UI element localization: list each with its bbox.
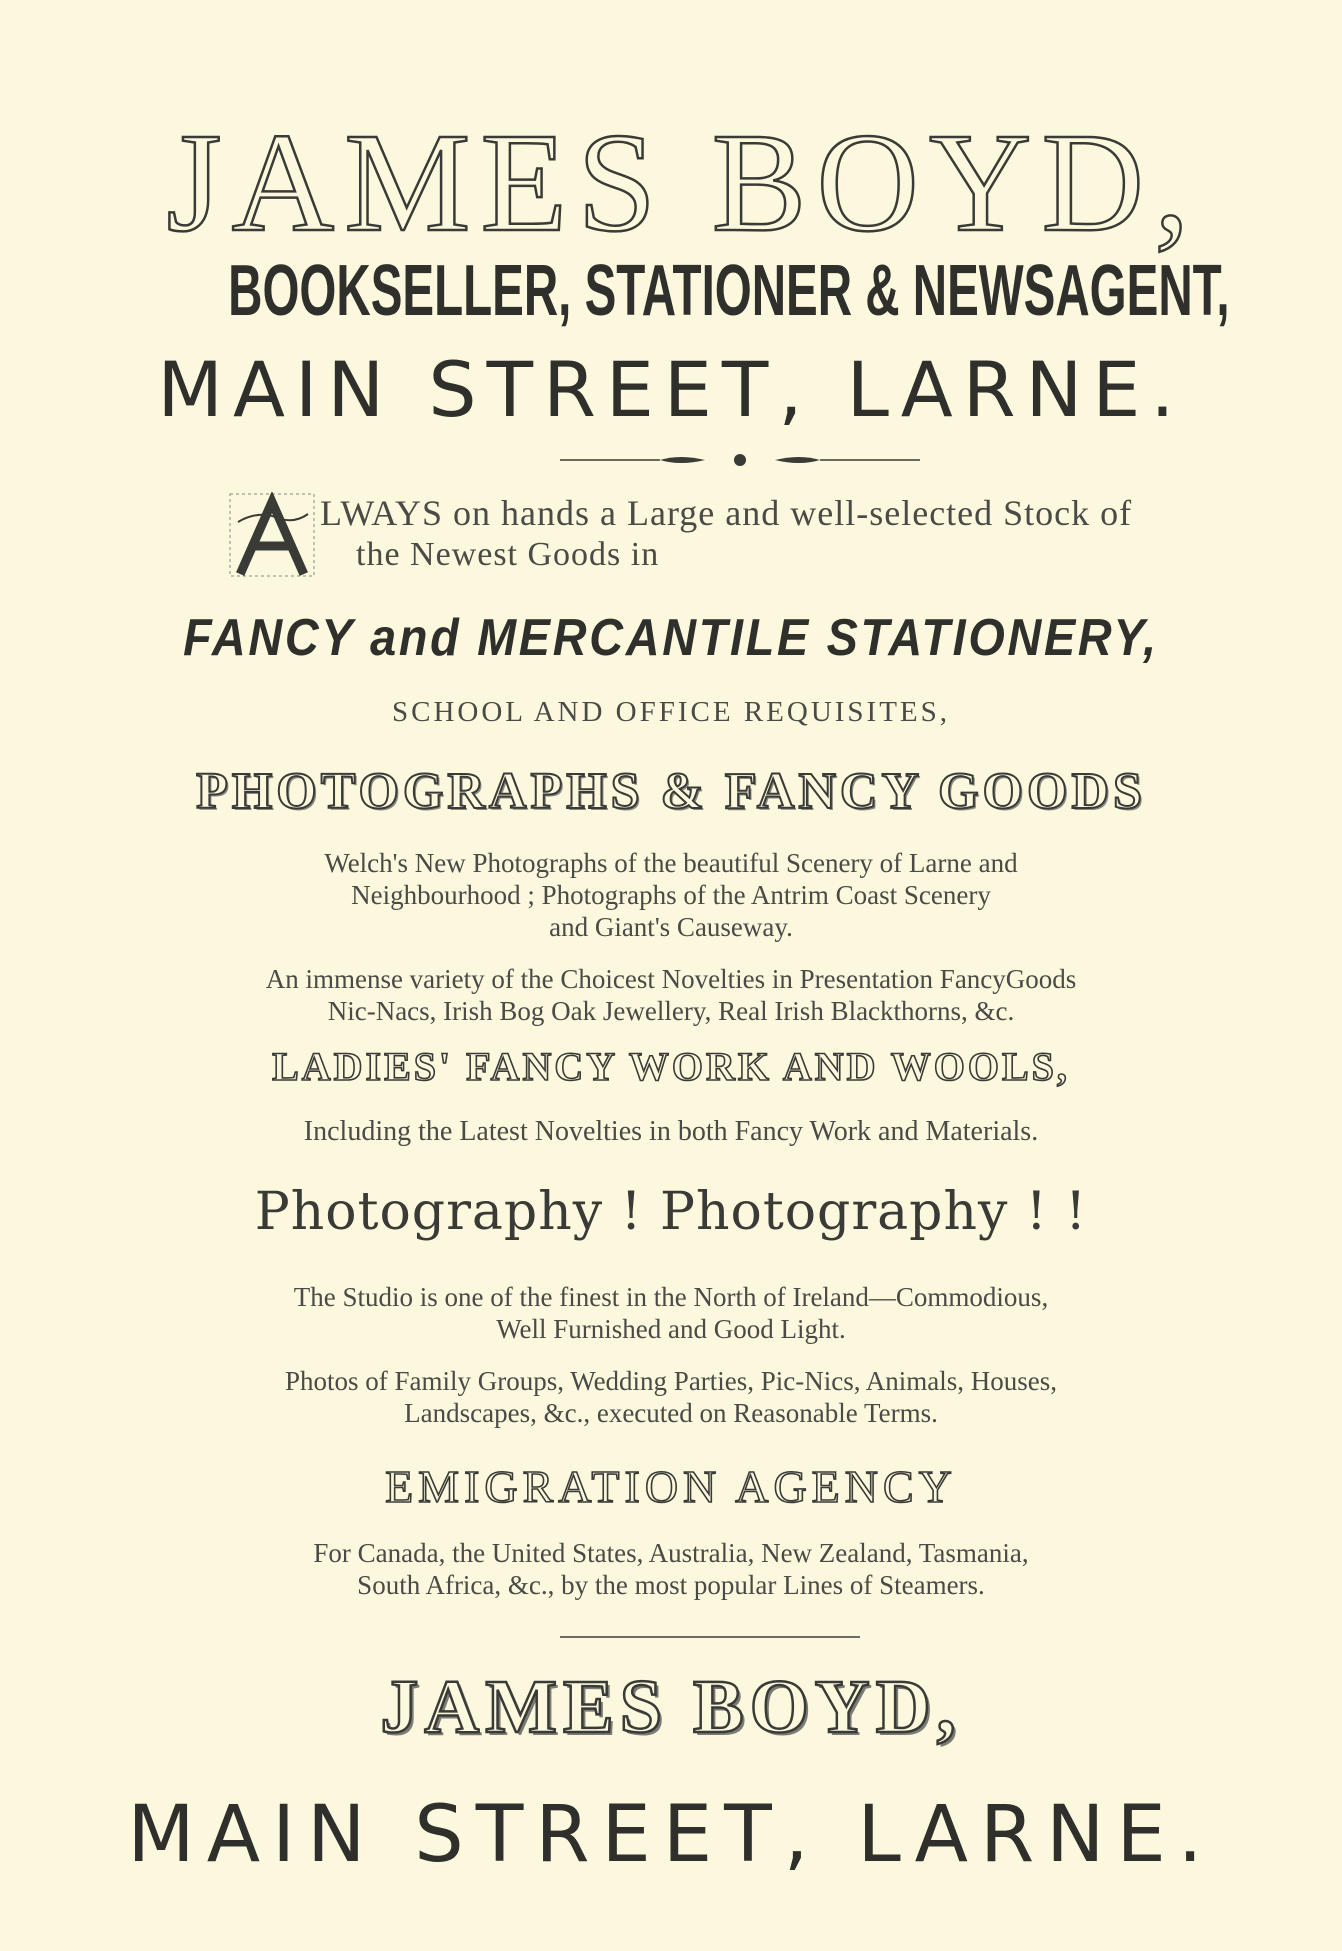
divider-rule — [560, 1636, 860, 1638]
address-heading: MAIN STREET, LARNE. — [157, 345, 1185, 434]
novelties-line-2: Nic-Nacs, Irish Bog Oak Jewellery, Real Irish Blackthorns, &c. — [327, 996, 1015, 1026]
photos-line-2: Landscapes, &c., executed on Reasonable Terms. — [404, 1398, 938, 1428]
emigration-line-1: For Canada, the United States, Australia, New Zealand, Tasmania, — [313, 1538, 1029, 1568]
trade-line: BOOKSELLER, STATIONER & NEWSAGENT, — [228, 251, 1230, 331]
photographs-fancy-goods-heading: PHOTOGRAPHS & FANCY GOODS — [196, 763, 1146, 820]
photos-line-1: Photos of Family Groups, Wedding Parties, Pic-Nics, Animals, Houses, — [284, 1366, 1058, 1396]
emigration-agency-heading: EMIGRATION AGENCY — [385, 1461, 957, 1512]
fancy-stationery-heading: FANCY and MERCANTILE STATIONERY, — [183, 609, 1159, 667]
dropcap-a-icon — [228, 492, 316, 578]
footer-address: MAIN STREET, LARNE. — [127, 1790, 1215, 1880]
welch-line-3: and Giant's Causeway. — [549, 912, 793, 942]
welch-line-1: Welch's New Photographs of the beautiful Scenery of Larne and — [324, 848, 1018, 878]
studio-line-1: The Studio is one of the finest in the North of Ireland—Commodious, — [293, 1282, 1049, 1312]
footer-name: JAMES BOYD, — [380, 1665, 962, 1749]
intro-block — [228, 492, 1258, 592]
school-requisites-line: SCHOOL AND OFFICE REQUISITES, — [391, 696, 951, 728]
including-line: Including the Latest Novelties in both Fancy Work and Materials. — [303, 1116, 1039, 1147]
ornamental-rule — [560, 454, 920, 466]
novelties-line-1: An immense variety of the Choicest Novelties in Presentation FancyGoods — [265, 964, 1077, 994]
welch-line-2: Neighbourhood ; Photographs of the Antrim Coast Scenery — [351, 880, 991, 910]
studio-line-2: Well Furnished and Good Light. — [496, 1314, 846, 1344]
photography-heading: Photography ! Photography ! ! — [254, 1182, 1088, 1242]
title-james-boyd: JAMES BOYD, — [166, 103, 1200, 261]
intro-line-2: the Newest Goods in — [356, 536, 660, 573]
emigration-line-2: South Africa, &c., by the most popular Lines of Steamers. — [357, 1570, 985, 1600]
intro-line-1: LWAYS on hands a Large and well-selected Stock of — [320, 493, 1133, 533]
ladies-fancy-work-heading: LADIES' FANCY WORK AND WOOLS, — [272, 1044, 1070, 1089]
